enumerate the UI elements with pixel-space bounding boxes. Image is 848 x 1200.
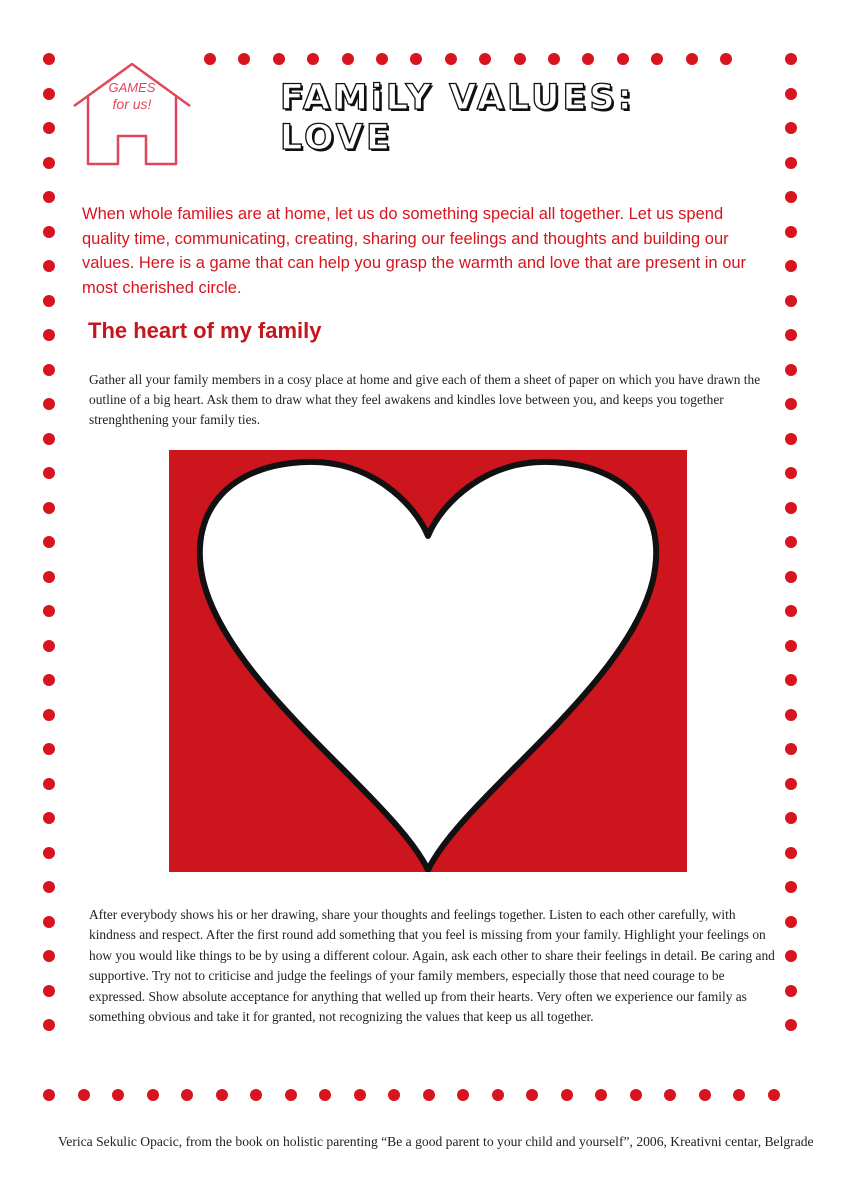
border-dot xyxy=(43,743,55,755)
border-dot xyxy=(410,53,422,65)
border-dot xyxy=(785,467,797,479)
border-dot xyxy=(785,778,797,790)
border-dot xyxy=(785,674,797,686)
border-dot xyxy=(548,53,560,65)
logo-text-games: GAMES xyxy=(108,80,156,95)
border-dot xyxy=(595,1089,607,1101)
border-dot xyxy=(342,53,354,65)
border-dot xyxy=(785,433,797,445)
border-dot xyxy=(43,157,55,169)
border-dot xyxy=(785,53,797,65)
heart-illustration xyxy=(169,450,687,872)
border-dot xyxy=(785,122,797,134)
border-dot xyxy=(43,398,55,410)
logo-text-for-us: for us! xyxy=(112,96,152,112)
border-dot xyxy=(147,1089,159,1101)
border-dot xyxy=(43,260,55,272)
page-title: FAMiLY VALUES: LOVE xyxy=(280,78,635,158)
border-dot xyxy=(514,53,526,65)
border-dot xyxy=(273,53,285,65)
border-dot xyxy=(785,985,797,997)
border-dot xyxy=(43,53,55,65)
border-dot xyxy=(699,1089,711,1101)
discussion-paragraph: After everybody shows his or her drawing, share your thoughts and feelings together. Listen to each other carefully, with kindness and respect. After the first round add something that you feel is missing from your family. Highlight your feelings on how you would like things to be by using a different colour. Again, ask each other to share their feelings in detail. Be caring and supportive. Try not to criticise and judge the feelings of your family members, especially those that need courage to be expressed. Show absolute acceptance for anything that welled up from their hearts. Very often we experience our family as something obvious and take it for granted, not recognizing the values that keep us all together. xyxy=(89,907,775,1025)
house-icon xyxy=(70,60,194,168)
border-dot xyxy=(785,88,797,100)
heart-icon xyxy=(169,450,687,872)
border-dot xyxy=(785,260,797,272)
border-dot xyxy=(43,433,55,445)
border-dot xyxy=(785,295,797,307)
border-dot xyxy=(785,157,797,169)
border-dot xyxy=(78,1089,90,1101)
border-dot xyxy=(43,605,55,617)
border-dot xyxy=(43,467,55,479)
instructions-paragraph: Gather all your family members in a cosy place at home and give each of them a sheet of paper on which you have drawn the outline of a big heart. Ask them to draw what they feel awakens and kindles love between you, and keeps you together strenghthening your family ties. xyxy=(89,372,761,427)
border-dot xyxy=(43,226,55,238)
border-dot xyxy=(112,1089,124,1101)
border-dot xyxy=(43,1089,55,1101)
border-dot xyxy=(492,1089,504,1101)
border-dot xyxy=(733,1089,745,1101)
border-dot xyxy=(307,53,319,65)
border-dot xyxy=(785,605,797,617)
border-dot xyxy=(43,916,55,928)
border-dot xyxy=(423,1089,435,1101)
border-dot xyxy=(43,881,55,893)
border-dot xyxy=(216,1089,228,1101)
border-dot xyxy=(43,950,55,962)
border-dot xyxy=(43,847,55,859)
border-dot xyxy=(319,1089,331,1101)
border-dot xyxy=(43,674,55,686)
border-dot xyxy=(720,53,732,65)
border-dot xyxy=(768,1089,780,1101)
border-dot xyxy=(43,1019,55,1031)
border-dot xyxy=(785,916,797,928)
border-dot xyxy=(43,295,55,307)
border-dot xyxy=(43,571,55,583)
border-dot xyxy=(43,88,55,100)
border-dot xyxy=(43,122,55,134)
border-dot xyxy=(785,364,797,376)
intro-paragraph: When whole families are at home, let us do something special all together. Let us spend quality time, communicating, creating, sharing our feelings and thoughts and building our values. Here is a game that can help you grasp the warmth and love that are present in our most cherished circle. xyxy=(82,205,747,297)
border-dot xyxy=(376,53,388,65)
border-dot xyxy=(785,226,797,238)
border-dot xyxy=(43,364,55,376)
border-dot xyxy=(630,1089,642,1101)
border-dot xyxy=(479,53,491,65)
border-dot xyxy=(785,950,797,962)
border-dot xyxy=(43,191,55,203)
border-dot xyxy=(785,398,797,410)
border-dot xyxy=(785,881,797,893)
border-dot xyxy=(785,329,797,341)
border-dot xyxy=(582,53,594,65)
border-dot xyxy=(457,1089,469,1101)
border-dot xyxy=(785,812,797,824)
border-dot xyxy=(285,1089,297,1101)
border-dot xyxy=(43,812,55,824)
border-dot xyxy=(686,53,698,65)
border-dot xyxy=(445,53,457,65)
border-dot xyxy=(785,502,797,514)
border-dot xyxy=(43,778,55,790)
border-dot xyxy=(664,1089,676,1101)
border-dot xyxy=(181,1089,193,1101)
border-dot xyxy=(785,191,797,203)
border-dot xyxy=(250,1089,262,1101)
border-dot xyxy=(785,743,797,755)
border-dot xyxy=(43,502,55,514)
border-dot xyxy=(388,1089,400,1101)
border-dot xyxy=(526,1089,538,1101)
border-dot xyxy=(785,709,797,721)
border-dot xyxy=(785,536,797,548)
border-dot xyxy=(651,53,663,65)
border-dot xyxy=(43,536,55,548)
border-dot xyxy=(43,985,55,997)
border-dot xyxy=(204,53,216,65)
border-dot xyxy=(617,53,629,65)
border-dot xyxy=(238,53,250,65)
border-dot xyxy=(785,640,797,652)
games-for-us-logo xyxy=(70,60,194,168)
border-dot xyxy=(785,571,797,583)
border-dot xyxy=(785,847,797,859)
border-dot xyxy=(43,329,55,341)
border-dot xyxy=(354,1089,366,1101)
border-dot xyxy=(785,1019,797,1031)
source-credit: Verica Sekulic Opacic, from the book on holistic parenting “Be a good parent to your child and yourself”, 2006, Kreativni centar, Belgrade xyxy=(58,1134,814,1149)
border-dot xyxy=(561,1089,573,1101)
border-dot xyxy=(43,640,55,652)
section-heading: The heart of my family xyxy=(88,318,322,343)
border-dot xyxy=(43,709,55,721)
